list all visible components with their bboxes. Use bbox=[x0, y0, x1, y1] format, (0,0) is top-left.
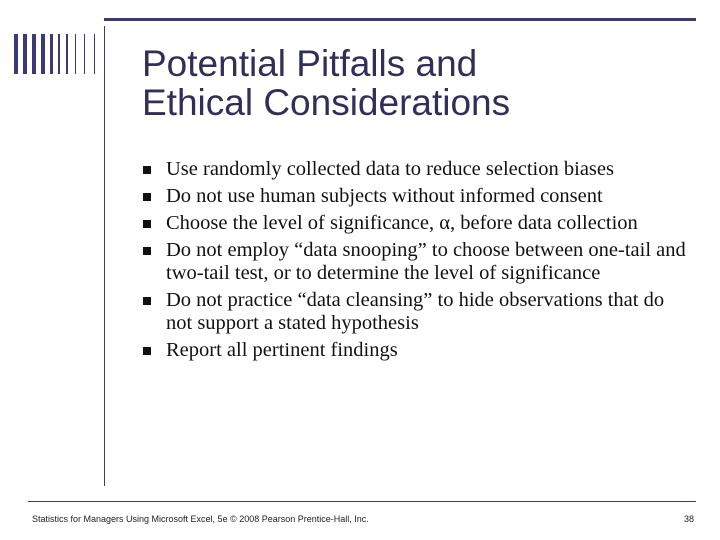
square-bullet-icon bbox=[143, 193, 151, 201]
square-bullet-icon bbox=[143, 220, 151, 228]
title-line: Ethical Considerations bbox=[142, 82, 511, 123]
bullet-list bbox=[142, 158, 687, 366]
square-bullet-icon bbox=[143, 166, 151, 174]
footer-rule bbox=[28, 501, 696, 502]
bullet-item bbox=[142, 185, 687, 208]
bullet-text: Do not use human subjects without informed consent bbox=[166, 185, 603, 207]
bullet-text: Choose the level of significance, α, before data collection bbox=[166, 212, 638, 234]
top-rule bbox=[104, 18, 696, 21]
left-rule bbox=[104, 26, 105, 486]
footer-text: Statistics for Managers Using Microsoft Excel, 5e © 2008 Pearson Prentice-Hall, Inc. bbox=[32, 514, 369, 524]
bullet-item bbox=[142, 158, 687, 181]
slide-title bbox=[142, 44, 702, 122]
title-line: Potential Pitfalls and bbox=[142, 43, 478, 84]
decorative-bars bbox=[14, 34, 114, 74]
bullet-text: Do not employ “data snooping” to choose between one-tail and two-tail test, or to determine the level of significance bbox=[166, 239, 686, 284]
square-bullet-icon bbox=[143, 297, 151, 305]
bullet-item bbox=[142, 339, 687, 362]
bullet-text: Report all pertinent findings bbox=[166, 339, 398, 361]
page-number: 38 bbox=[683, 514, 694, 524]
bullet-item bbox=[142, 239, 687, 285]
bullet-item bbox=[142, 212, 687, 235]
bullet-item bbox=[142, 289, 687, 335]
square-bullet-icon bbox=[143, 347, 151, 355]
square-bullet-icon bbox=[143, 247, 151, 255]
bullet-text: Do not practice “data cleansing” to hide observations that do not support a stated hypothesis bbox=[166, 289, 665, 334]
bullet-text: Use randomly collected data to reduce selection biases bbox=[166, 158, 614, 180]
